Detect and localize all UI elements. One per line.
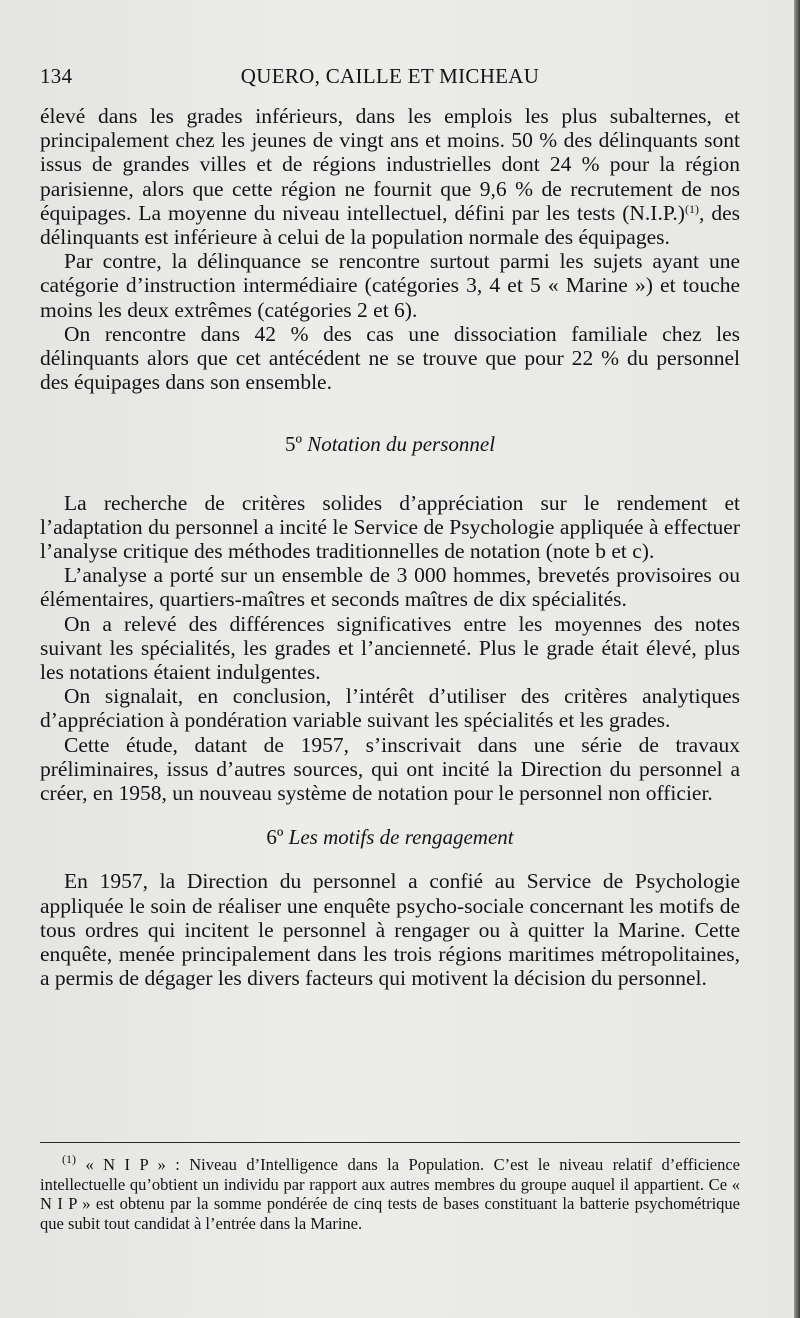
running-head: QUERO, CAILLE ET MICHEAU [240,64,540,88]
paragraph: La recherche de critères solides d’appréciation sur le rendement et l’adaptation du personnel a incité le Service de Psychologie appliquée à effectuer l’analyse critique des méthodes traditionnelles de notation (note b et c). [40,490,740,564]
page-spine-shadow [794,0,800,1318]
paragraph [40,104,740,249]
section-title: Les motifs de rengagement [288,825,514,850]
section-number: 5º [284,432,302,457]
footnote-reference: (1) [684,201,699,216]
section-heading [40,432,740,456]
paragraph: On signalait, en conclusion, l’intérêt d’utiliser des critères analytiques d’appréciation à pondération variable suivant les spécialités et les grades. [40,684,740,733]
paragraph: On a relevé des différences significatives entre les moyennes des notes suivant les spécialités, les grades et l’ancienneté. Plus le grade était élevé, plus les notations étaient indulgentes. [40,611,740,685]
footnote-text: « N I P » : Niveau d’Intelligence dans la Population. C’est le niveau relatif d’efficience intellectuelle qu’obtient un individu par rapport aux autres membres du groupe auquel il appartient. Ce « N I P » est obtenu par la somme pondérée de cinq tests de bases constituant la batterie psychométrique que subit tout candidat à l’entrée dans la Marine. [40,1155,741,1233]
page-number: 134 [40,64,73,88]
footnote [40,1152,741,1233]
paragraph-text: élevé dans les grades inférieurs, dans les emplois les plus subalternes, et principalement chez les jeunes de vingt ans et moins. 50 % des délinquants sont issus de grandes villes et de régions industrielles dont 24 % pour la région parisienne, alors que cette région ne fournit que 9,6 % de recrutement de nos équipages. La moyenne du niveau intellectuel, défini par les tests (N.I.P.) [40,104,740,225]
paragraph-text: , des délinquants est inférieure à celui de la population normale des équipages. [40,200,740,250]
footnote-paragraph [40,1152,741,1233]
footnote-marker: (1) [62,1152,76,1166]
paragraph: En 1957, la Direction du personnel a confié au Service de Psychologie appliquée le soin de réaliser une enquête psycho-sociale concernant les motifs de tous ordres qui incitent le personnel à rengager ou à quitter la Marine. Cette enquête, menée principalement dans les trois régions maritimes métropolitaines, a permis de dégager les divers facteurs qui motivent la décision du personnel. [40,869,740,991]
page-header [40,64,740,94]
paragraph: On rencontre dans 42 % des cas une dissociation familiale chez les délinquants alors que cet antécédent ne se trouve que pour 22 % du personnel des équipages dans son ensemble. [40,321,740,395]
section-title: Notation du personnel [307,432,496,457]
section-number: 6º [266,825,284,850]
paragraph: Cette étude, datant de 1957, s’inscrivait dans une série de travaux préliminaires, issus d’autres sources, qui ont incité la Direction du personnel a créer, en 1958, un nouveau système de notation pour le personnel non officier. [40,732,740,806]
body-text [40,104,740,991]
section-heading [40,825,740,849]
paragraph: Par contre, la délinquance se rencontre surtout parmi les sujets ayant une catégorie d’instruction intermédiaire (catégories 3, 4 et 5 « Marine ») et touche moins les deux extrêmes (catégories 2 et 6). [40,249,740,322]
footnote-separator [40,1142,740,1143]
paragraph: L’analyse a porté sur un ensemble de 3 000 hommes, brevetés provisoires ou élémentaires, quartiers-maîtres et seconds maîtres de dix spécialités. [40,563,740,612]
